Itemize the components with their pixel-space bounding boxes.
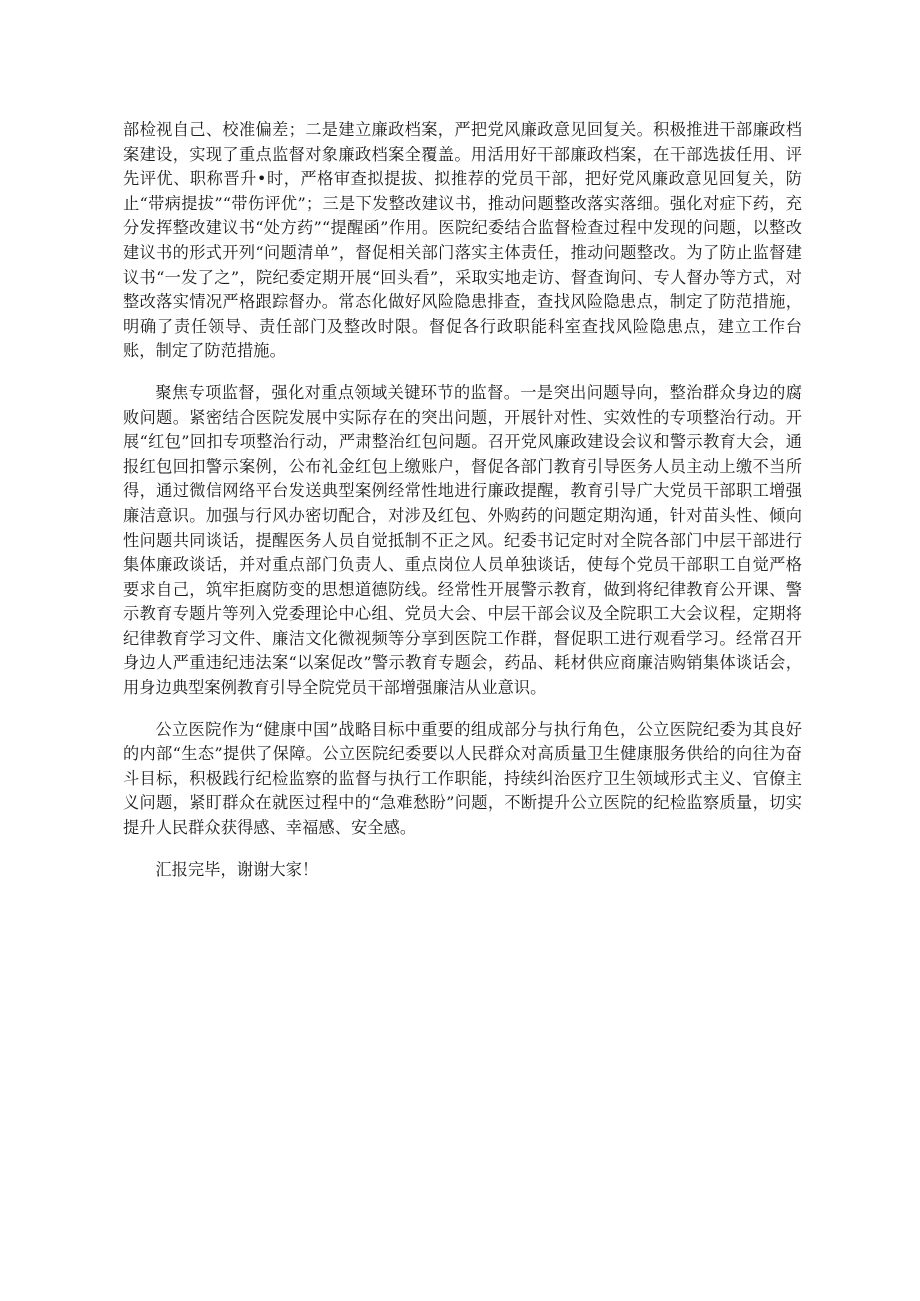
document-body <box>123 118 802 899</box>
paragraph-closing-remark: 汇报完毕，谢谢大家！ <box>155 859 319 879</box>
paragraph-special-supervision: 聚焦专项监督，强化对重点领域关键环节的监督。一是突出问题导向，整治群众身边的腐败问题。紧密结合医院发展中实际存在的突出问题，开展针对性、实效性的专项整治行动。开展“红包”回扣专项整治行动，严肃整治红包问题。召开党风廉政建设会议和警示教育大会，通报红包回扣警示案例，公布礼金红包上缴账户，督促各部门教育引导医务人员主动上缴不当所得，通过微信网络平台发送典型案例经常性地进行廉政提醒，教育引导广大党员干部职工增强廉洁意识。加强与行风办密切配合，对涉及红包、外购药的问题定期沟通，针对苗头性、倾向性问题共同谈话，提醒医务人员自觉抵制不正之风。纪委书记定时对全院各部门中层干部进行集体廉政谈话，并对重点部门负责人、重点岗位人员单独谈话，使每个党员干部职工自觉严格要求自己，筑牢拒腐防变的思想道德防线。经常性开展警示教育，做到将纪律教育公开课、警示教育专题片等列入党委理论中心组、党员大会、中层干部会议及全院职工大会议程，定期将纪律教育学习文件、廉洁文化微视频等分享到医院工作群，督促职工进行观看学习。经常召开身边人严重违纪违法案“以案促改”警示教育专题会，药品、耗材供应商廉洁购销集体谈话会，用身边典型案例教育引导全院党员干部增强廉洁从业意识。 <box>123 382 802 698</box>
paragraph-continuation: 部检视自己、校准偏差；二是建立廉政档案，严把党风廉政意见回复关。积极推进干部廉政档案建设，实现了重点监督对象廉政档案全覆盖。用活用好干部廉政档案，在干部选拔任用、评先评优、职称晋升•时，严格审查拟提拔、拟推荐的党员干部，把好党风廉政意见回复关，防止“带病提拔”“带伤评优”；三是下发整改建议书，推动问题整改落实落细。强化对症下药，充分发挥整改建议书“处方药”“提醒函”作用。医院纪委结合监督检查过程中发现的问题，以整改建议书的形式开列“问题清单”，督促相关部门落实主体责任，推动问题整改。为了防止监督建议书“一发了之”，院纪委定期开展“回头看”，采取实地走访、督查询问、专人督办等方式，对整改落实情况严格跟踪督办。常态化做好风险隐患排查，查找风险隐患点，制定了防范措施，明确了责任领导、责任部门及整改时限。督促各行政职能科室查找风险隐患点，建立工作台账，制定了防范措施。 <box>123 120 802 361</box>
paragraph-conclusion: 公立医院作为“健康中国”战略目标中重要的组成部分与执行角色，公立医院纪委为其良好的内部“生态”提供了保障。公立医院纪委要以人民群众对高质量卫生健康服务供给的向往为奋斗目标，积极践行纪检监察的监督与执行工作职能，持续纠治医疗卫生领域形式主义、官僚主义问题，紧盯群众在就医过程中的“急难愁盼”问题，不断提升公立医院的纪检监察质量，切实提升人民群众获得感、幸福感、安全感。 <box>123 719 802 838</box>
